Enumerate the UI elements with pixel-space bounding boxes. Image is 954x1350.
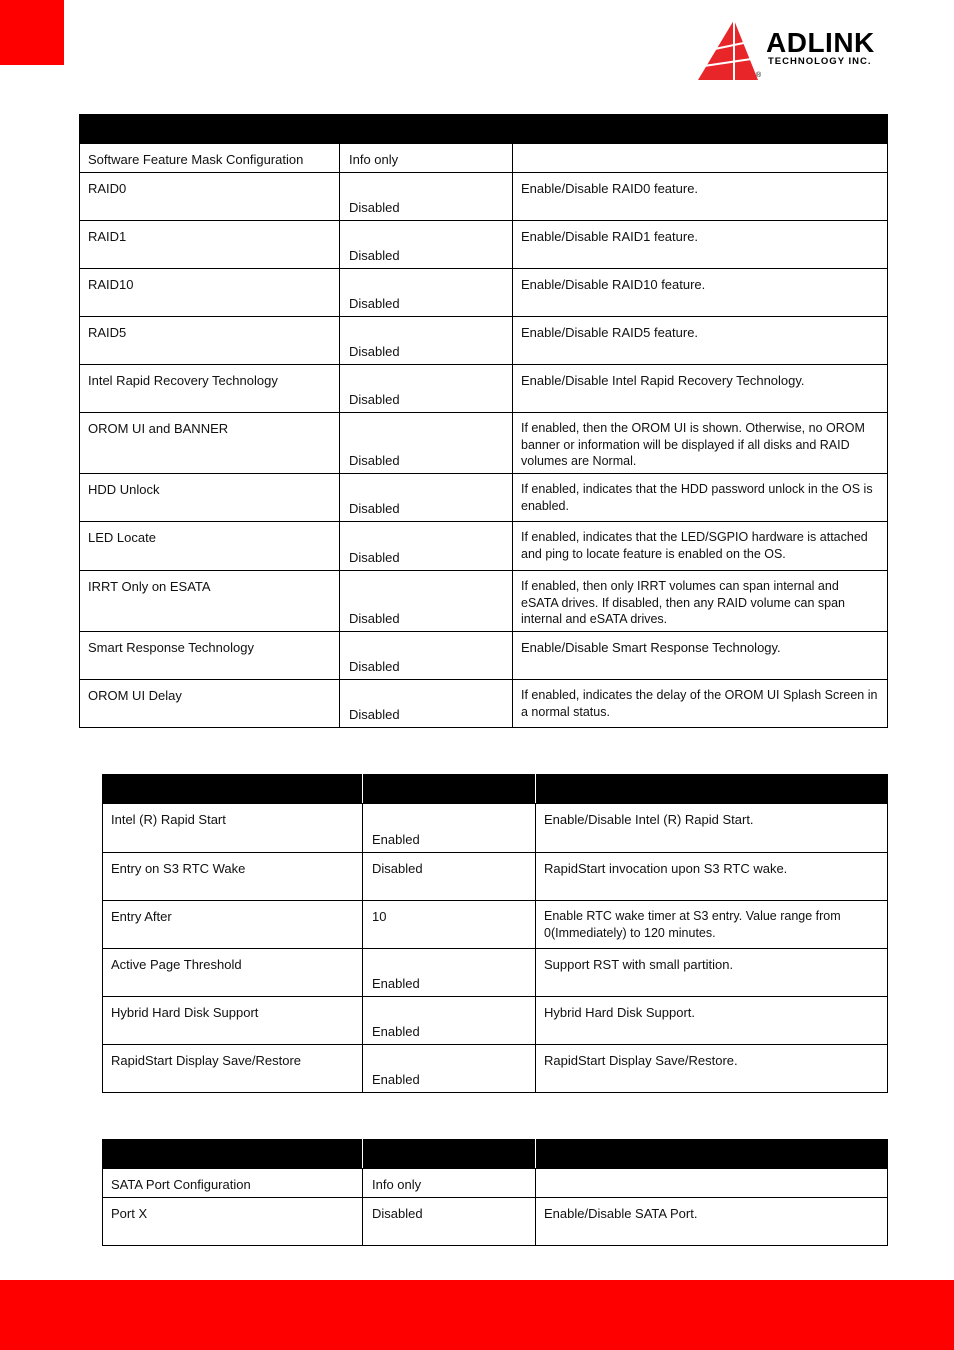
setting-name: Hybrid Hard Disk Support [111,1005,259,1020]
setting-name-cell [80,144,340,173]
setting-description-cell [513,144,888,173]
setting-name: Active Page Threshold [111,957,242,972]
header-cell [80,115,340,144]
setting-name-cell [80,173,340,221]
rapid-start-table [102,774,888,1093]
setting-name-cell [80,632,340,680]
header-cell [363,1140,536,1169]
setting-description: RapidStart invocation upon S3 RTC wake. [544,861,788,876]
table-row [80,317,888,365]
table-row [103,804,888,853]
table-row [80,632,888,680]
setting-name: Smart Response Technology [88,640,254,655]
setting-name: RAID10 [88,277,134,292]
setting-description: Enable RTC wake timer at S3 entry. Value range from 0(Immediately) to 120 minutes. [544,909,841,940]
setting-name-cell [103,949,363,997]
setting-name: HDD Unlock [88,482,160,497]
setting-description: If enabled, indicates the delay of the OROM UI Splash Screen in a normal status. [521,688,878,719]
table-row [103,1198,888,1246]
setting-value-cell [363,853,536,901]
setting-description: If enabled, indicates that the LED/SGPIO hardware is attached and ping to locate feature is enabled on the OS. [521,530,868,561]
setting-description: Hybrid Hard Disk Support. [544,1005,695,1020]
setting-name: RAID5 [88,325,127,340]
setting-description: Enable/Disable RAID10 feature. [521,277,706,292]
setting-name-cell [103,804,363,853]
setting-name: RapidStart Display Save/Restore [111,1053,302,1068]
header-cell [536,775,888,804]
setting-value-cell [340,632,513,680]
setting-value: Disabled [349,659,400,674]
setting-value: 10 [372,909,387,924]
setting-name: Entry After [111,909,172,924]
setting-name-cell [80,413,340,474]
setting-name: Intel (R) Rapid Start [111,812,226,827]
setting-value-cell [340,413,513,474]
setting-description: If enabled, then the OROM UI is shown. Otherwise, no OROM banner or information will be displayed if all disks and RAID volumes are Normal. [521,421,865,468]
setting-value-cell [340,317,513,365]
setting-name-cell [80,522,340,571]
setting-value: Enabled [372,1072,420,1087]
setting-value: Disabled [349,296,400,311]
adlink-logo [694,18,909,84]
setting-value: Info only [372,1177,422,1192]
setting-value-cell [340,522,513,571]
adlink-triangle-icon [694,18,764,84]
setting-value: Disabled [349,453,400,468]
header-cell [513,115,888,144]
setting-value-cell [340,269,513,317]
setting-description-cell [513,317,888,365]
setting-name-cell [103,853,363,901]
table-row [80,474,888,522]
table-row [103,853,888,901]
setting-name-cell [80,365,340,413]
setting-description-cell [536,1045,888,1093]
header-cell [340,115,513,144]
setting-description: Enable/Disable Smart Response Technology. [521,640,781,655]
setting-description-cell [513,413,888,474]
setting-value-cell [363,1045,536,1093]
table-header-row [103,1140,888,1169]
setting-description-cell [536,949,888,997]
setting-value: Disabled [349,707,400,722]
setting-description-cell [536,1169,888,1198]
setting-description [544,1169,879,1176]
setting-description-cell [536,997,888,1045]
setting-value-cell [363,901,536,949]
setting-description-cell [536,853,888,901]
setting-value: Disabled [349,200,400,215]
setting-value-cell [363,997,536,1045]
setting-name: LED Locate [88,530,156,545]
header-cell [363,775,536,804]
setting-value: Disabled [349,550,400,565]
table-row [80,522,888,571]
setting-value: Disabled [349,392,400,407]
table-row [103,949,888,997]
header-cell [536,1140,888,1169]
setting-description-cell [536,804,888,853]
setting-description: RapidStart Display Save/Restore. [544,1053,738,1068]
setting-value-cell [363,1198,536,1246]
setting-value-cell [363,949,536,997]
setting-name-cell [103,1045,363,1093]
setting-name: RAID1 [88,229,127,244]
setting-name: OROM UI Delay [88,688,182,703]
setting-name-cell [103,1198,363,1246]
setting-value: Disabled [349,611,400,626]
setting-value-cell [340,571,513,632]
setting-description: Enable/Disable SATA Port. [544,1206,698,1221]
setting-value-cell [363,804,536,853]
table-row [80,365,888,413]
setting-description: Enable/Disable Intel Rapid Recovery Technology. [521,373,805,388]
setting-value: Disabled [349,248,400,263]
footer-red-band [0,1280,954,1350]
setting-description-cell [513,474,888,522]
setting-name: Entry on S3 RTC Wake [111,861,246,876]
setting-value: Disabled [372,861,423,876]
table-row [103,997,888,1045]
setting-value: Disabled [372,1206,423,1221]
sata-port-table [102,1139,888,1246]
setting-name-cell [80,317,340,365]
table-row [80,413,888,474]
setting-description-cell [513,522,888,571]
table-header-row [103,775,888,804]
table-body [103,1140,888,1246]
setting-description-cell [513,571,888,632]
table-header-row [80,115,888,144]
setting-value-cell [340,144,513,173]
setting-description: If enabled, then only IRRT volumes can span internal and eSATA drives. If disabled, then any RAID volume can span internal and eSATA drives. [521,579,846,626]
setting-value: Disabled [349,344,400,359]
table-row [80,173,888,221]
setting-name: SATA Port Configuration [111,1177,251,1192]
registered-mark: ® [756,72,762,79]
setting-description-cell [513,173,888,221]
brand-tagline: TECHNOLOGY INC. [768,56,872,67]
table-row [103,1045,888,1093]
setting-description-cell [513,365,888,413]
setting-value: Enabled [372,1024,420,1039]
table-row [103,1169,888,1198]
setting-description-cell [536,1198,888,1246]
setting-value-cell [340,474,513,522]
setting-description [521,144,879,151]
setting-value: Enabled [372,976,420,991]
setting-description-cell [536,901,888,949]
setting-value-cell [340,173,513,221]
setting-value-cell [340,680,513,728]
setting-value-cell [340,365,513,413]
setting-name: Port X [111,1206,148,1221]
setting-value-cell [340,221,513,269]
setting-description-cell [513,680,888,728]
corner-red-block [0,0,64,65]
setting-description: Enable/Disable RAID5 feature. [521,325,699,340]
setting-value: Info only [349,152,399,167]
setting-name: IRRT Only on ESATA [88,579,211,594]
table-row [80,680,888,728]
header-cell [103,775,363,804]
table-row [80,221,888,269]
setting-description: Enable/Disable RAID0 feature. [521,181,699,196]
setting-description-cell [513,221,888,269]
table-row [103,901,888,949]
setting-name: RAID0 [88,181,127,196]
brand-name: ADLINK [766,27,875,58]
setting-description: Support RST with small partition. [544,957,734,972]
setting-name: Intel Rapid Recovery Technology [88,373,278,388]
sata-feature-mask-table [79,114,888,728]
setting-description-cell [513,269,888,317]
table-row [80,571,888,632]
table-body [80,115,888,728]
setting-description-cell [513,632,888,680]
setting-name-cell [103,901,363,949]
setting-description: Enable/Disable RAID1 feature. [521,229,699,244]
setting-name-cell [80,269,340,317]
setting-value-cell [363,1169,536,1198]
setting-value: Disabled [349,501,400,516]
setting-name-cell [80,474,340,522]
setting-name-cell [80,680,340,728]
setting-name-cell [80,571,340,632]
setting-value: Enabled [372,832,420,847]
setting-name: OROM UI and BANNER [88,421,229,436]
setting-description: Enable/Disable Intel (R) Rapid Start. [544,812,754,827]
setting-name-cell [80,221,340,269]
setting-name: Software Feature Mask Configuration [88,152,304,167]
table-body [103,775,888,1093]
setting-description: If enabled, indicates that the HDD password unlock in the OS is enabled. [521,482,873,513]
table-row [80,269,888,317]
table-row [80,144,888,173]
setting-name-cell [103,997,363,1045]
header-cell [103,1140,363,1169]
setting-name-cell [103,1169,363,1198]
